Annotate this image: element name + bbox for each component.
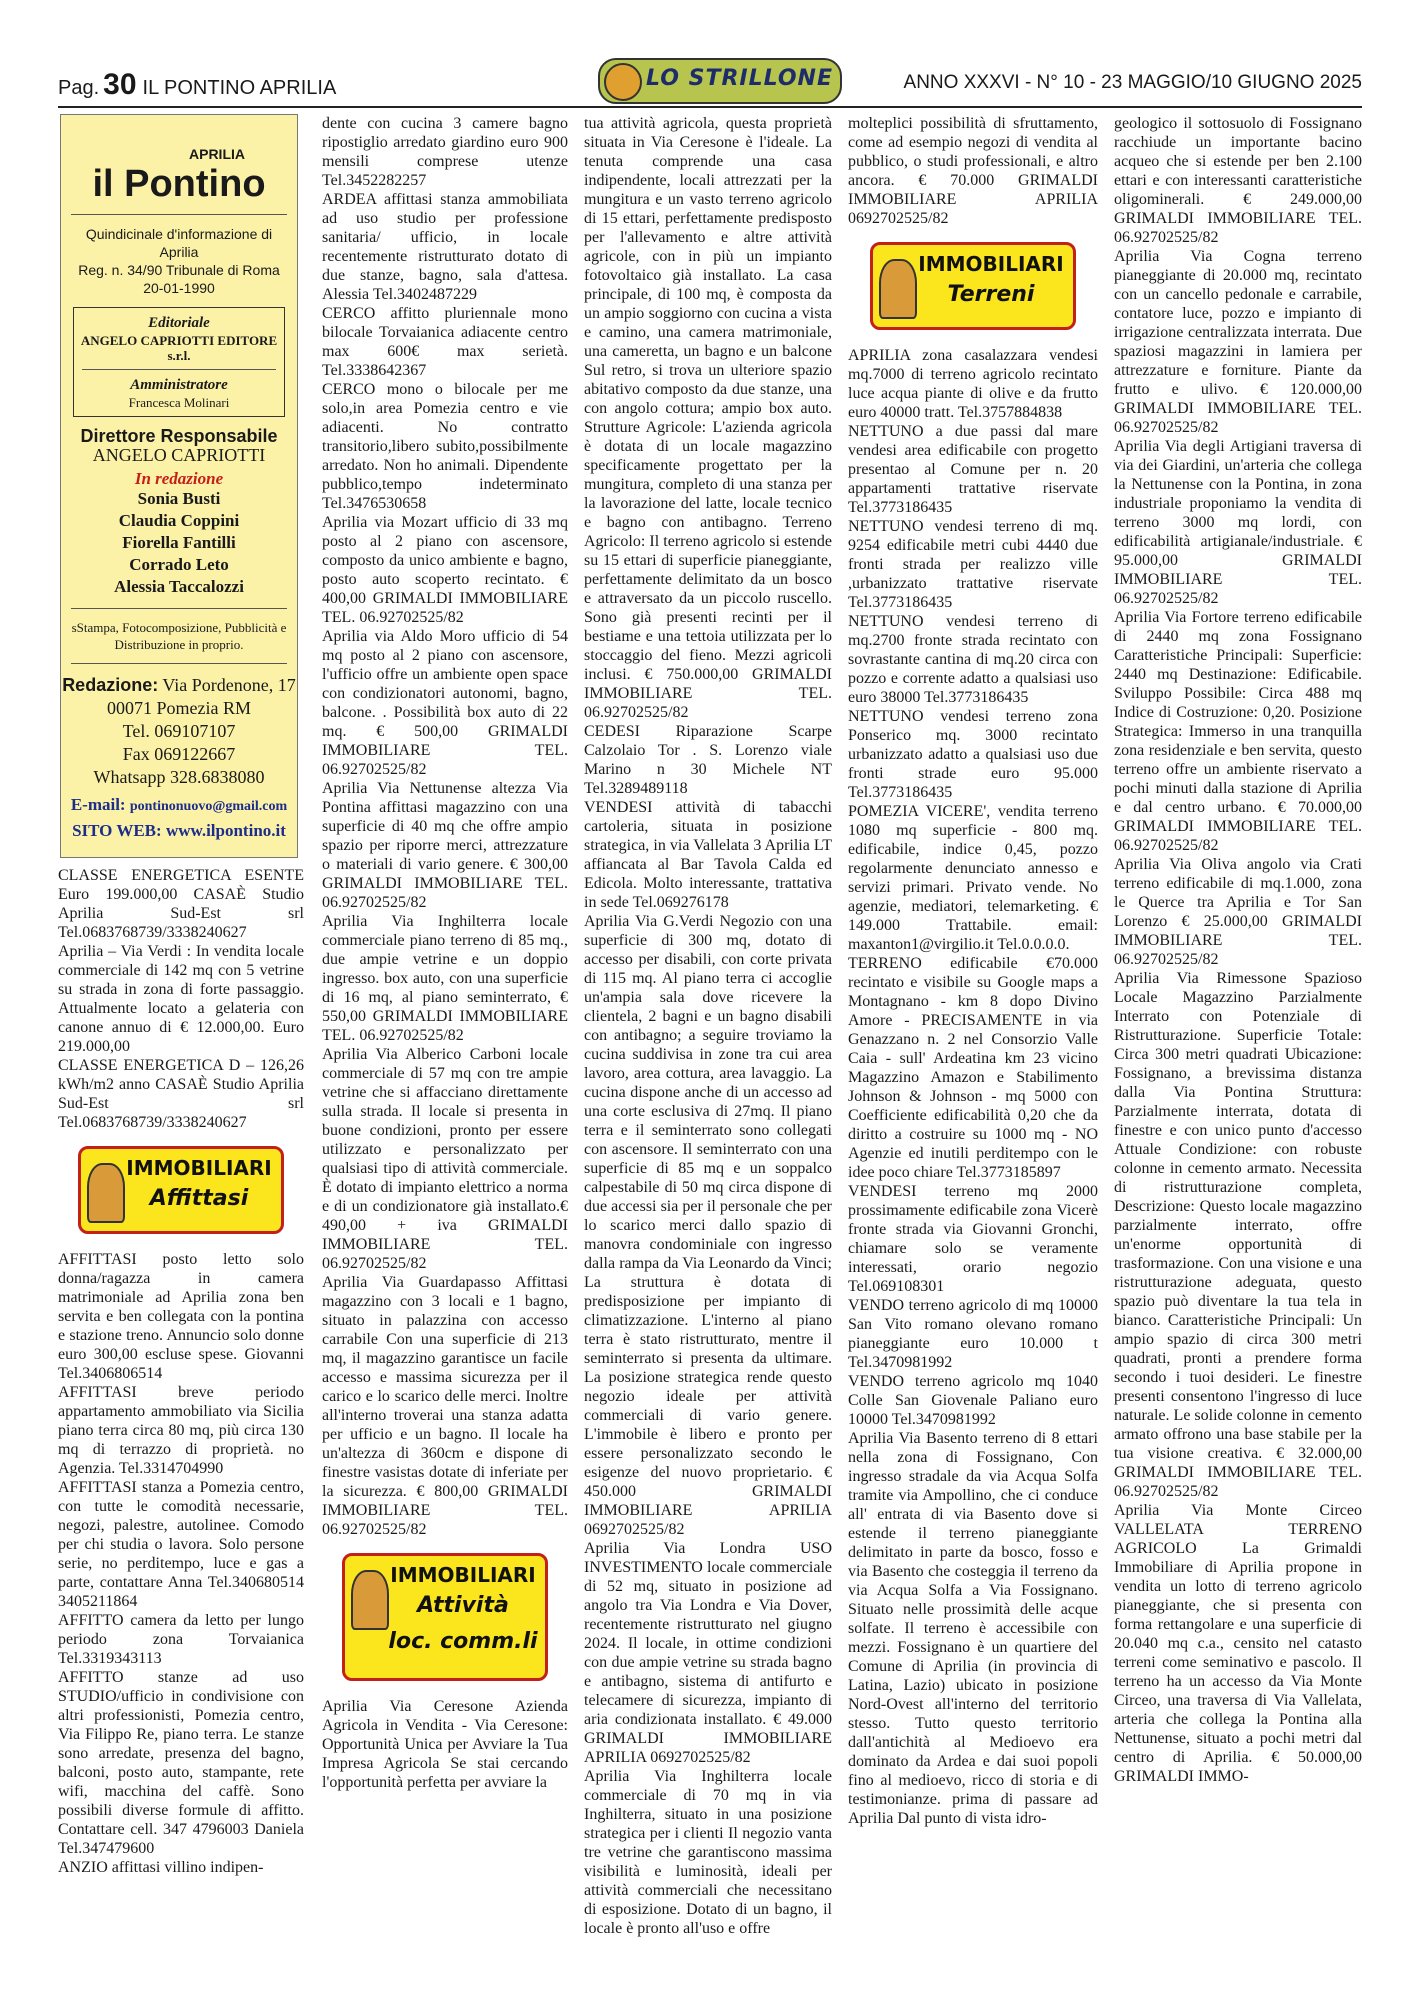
mascot-icon <box>351 1570 389 1630</box>
masthead-title: il Pontino <box>92 163 266 205</box>
masthead-divider <box>71 214 287 215</box>
office-fax: Fax 069122667 <box>122 744 236 764</box>
classified-ad: tua attività agricola, questa proprietà situata in Via Ceresone è l'ideale. La tenuta comprende una casa indipendente, locali attrezzati per la mungitura e un vasto terreno agricolo di 15 ettari, perfettamente predisposto per l'allevamento e altre attività agricole, con in più un impianto fotovoltaico già installato. La casa principale, di 100 mq, è composta da un ampio soggiorno con cucina a vista e camino, una camera matrimoniale, una cameretta, un bagno e un balcone Sul retro, si trova un ulteriore spazio abitativo composto da due stanze, una con angolo cottura; ampio box auto. Strutture Agricole: L'azienda agricola è dotata di un locale magazzino specificamente progettato per la mungitura, completo di una stanza per la lavorazione del latte, locale tecnico e bagno con antibagno. Terreno Agricolo: Il terreno agricolo si estende su 15 ettari di superficie pianeggiante, perfettamente delimitato da un bosco e attraversato da un piccolo ruscello. Sono già presenti recinti per il bestiame e una tettoia utilizzata per lo stoccaggio del fieno. Mezzi agricoli inclusi. € 750.000,00 GRIMALDI IMMOBILIARE TEL. 06.92702525/82 <box>584 115 832 721</box>
classified-ad: Aprilia Via Cogna terreno pianeggiante di 20.000 mq, recintato con un cancello pedonale e carrabile, contatore luce, pozzo e impianto di irrigazione centralizzata interrata. Due spaziosi magazzini in lamiera per attrezzature e forniture. Piante da frutto e ulivo. € 120.000,00 GRIMALDI IMMOBILIARE TEL. 06.92702525/82 <box>1114 248 1362 436</box>
contact-web-block <box>61 793 297 843</box>
staff-divider <box>71 608 287 609</box>
classified-ad: Aprilia Via G.Verdi Negozio con una superficie di 300 mq, dotato di accesso per disabili, con corte privata di 115 mq. Al piano terra ci accoglie un'ampia sala dove ricevere la clientela, 2 bagni e un bagno disabili con antibagno; a seguire troviamo la cucina suddivisa in zone tra cui area lavoro, area cottura, area lavaggio. La cucina dispone anche di un accesso ad una corte esclusiva di 27mq. Il piano terra e il seminterrato sono collegati con ascensore. Il seminterrato con una superficie di 85 mq e un soppalco calpestabile di 50 mq circa dispone di due accessi sia per il personale che per lo scarico merci dallo spazio di manovra condominiale con ingresso dalla rampa da Via Leonardo da Vinci; La struttura è dotata di predisposizione per impianto di climatizzazione. L'interno al piano terra è stato ristrutturato, mentre il seminterrato si presenta da ultimare. La posizione strategica rende questo negozio ideale per attività commerciali di vario genere. L'immobile è libero e pronto per essere personalizzato secondo le esigenze del nuovo proprietario. € 450.000 GRIMALDI IMMOBILIARE APRILIA 0692702525/82 <box>584 913 832 1538</box>
classified-ad: ARDEA affittasi stanza ammobiliata ad uso studio per professione sanitaria/ ufficio, in locale recentemente ristrutturato dotato di due stanze, bagno, sala d'attesa. Alessia Tel.3402487229 <box>322 191 568 303</box>
classified-ad: molteplici possibilità di sfruttamento, come ad esempio negozi di vendita al pubblico, o studi professionali, e altro ancora. € 70.000 GRIMALDI IMMOBILIARE APRILIA 0692702525/82 <box>848 115 1098 227</box>
classified-ad: APRILIA zona casalazzara vendesi mq.7000 di terreno agricolo recintato luce acqua piante di olive e da frutto euro 40000 tratt. Tel.3757884838 <box>848 347 1098 421</box>
classified-ad: Aprilia Via degli Artigiani traversa di via dei Giardini, un'arteria che collega la Nettunense con la Pontina, in zona industriale proponiamo la vendita di terreno 3000 mq lordi, con edificabilità artigianale/industriale. € 95.000,00 GRIMALDI IMMOBILIARE TEL. 06.92702525/82 <box>1114 438 1362 607</box>
classified-ad: CLASSE ENERGETICA D – 126,26 kWh/m2 anno CASAÈ Studio Aprilia Sud-Est srl Tel.0683768739/3338240627 <box>58 1057 304 1131</box>
page-header <box>58 58 1362 104</box>
web-label: SITO WEB: <box>72 821 162 840</box>
classified-ad: Aprilia Via Rimessone Spazioso Locale Magazzino Parzialmente Interrato con Potenziale di Ristrutturazione. Superficie Totale: Circa 300 metri quadrati Ubicazione: Fossignano, a brevissima distanza dalla Via Pontina Struttura: Parzialmente interrata, dotata di finestre e con unico punto d'accesso Attuale Condizione: con robuste colonne in cemento armato. Necessita di ristrutturazione completa, Descrizione: Questo locale magazzino parzialmente interrato, offre un'enorme opportunità di trasformazione. Con una visione e una ristrutturazione adeguata, questo spazio può diventare la tua tela in bianco. Caratteristiche Principali: Un ampio spazio di circa 300 metri quadrati, pronti a prendere forma secondo i tuoi desideri. Le finestre presenti consentono l'ingresso di luce naturale. Le solide colonne in cemento armato offrono una base stabile per la tua visione creativa. € 32.000,00 GRIMALDI IMMOBILIARE TEL. 06.92702525/82 <box>1114 970 1362 1500</box>
classified-ad: ANZIO affittasi villino indipen- <box>58 1859 264 1876</box>
admin-label: Amministratore <box>130 377 228 393</box>
page-info <box>58 68 336 102</box>
banner-immobiliari-attivita <box>342 1553 548 1681</box>
classified-ad: Aprilia Via Ceresone Azienda Agricola in Vendita - Via Ceresone: Opportunità Unica per Avviare la Tua Impresa Agricola Se stai cercando l'opportunità perfetta per avviare la <box>322 1698 568 1791</box>
web-address[interactable]: www.ilpontino.it <box>165 821 286 840</box>
banner-immobiliari-affittasi <box>78 1146 284 1234</box>
classified-ad: dente con cucina 3 camere bagno ripostiglio arredato giardino euro 900 mensili comprese utenze Tel.3452282257 <box>322 115 568 189</box>
masthead-subtitle: Quindicinale d'informazione di Aprilia <box>85 226 273 260</box>
classified-ad: Aprilia Via Nettunense altezza Via Pontina affittasi magazzino con una superficie di 40 mq che offre ampio spazio per riporre merci, attrezzature o materiali di vario genere. € 300,00 GRIMALDI IMMOBILIARE TEL. 06.92702525/82 <box>322 780 568 911</box>
classified-ad: AFFITTO camera da letto per lungo periodo zona Torvaianica Tel.3319343113 <box>58 1612 304 1667</box>
classified-ad: CERCO mono o bilocale per me solo,in area Pomezia centro e vie adiacenti. No contratto transitorio,libero subito,possibilmente arredato. Non ho animali. Dipendente pubblico,tempo indeterminato Tel.3476530658 <box>322 381 568 512</box>
issue-info: ANNO XXXVI - N° 10 - 23 MAGGIO/10 GIUGNO 2025 <box>903 72 1362 93</box>
masthead-reg-date: 20-01-1990 <box>143 280 215 296</box>
director-name: ANGELO CAPRIOTTI <box>92 445 266 465</box>
classified-ad: geologico il sottosuolo di Fossignano racchiude un importante bacino acqueo che si estende per ben 2.100 ettari e con interessanti caratteristiche oligominerali. € 249.000,00 GRIMALDI IMMOBILIARE TEL. 06.92702525/82 <box>1114 115 1362 246</box>
office-label: Redazione: <box>62 675 159 695</box>
office-tel: Tel. 069107107 <box>122 721 236 741</box>
classified-ad: Aprilia Via Inghilterra locale commerciale di 70 mq in via Inghilterra, situato in una posizione strategica per i clienti Il negozio vanta tre vetrine che garantiscono massima visibilità e luminosità, ideali per attività commerciali che necessitano di esposizione. Dotato di un bagno, il locale è pronto all'uso e offre <box>584 1768 832 1937</box>
staff-member: Fiorella Fantilli <box>122 533 236 552</box>
classified-ad: Aprilia – Via Verdi : In vendita locale commerciale di 142 mq con 5 vetrine su strada in zona di forte passaggio. Attualmente locato a gelateria con canone annuo di € 12.000,00. Euro 219.000,00 <box>58 943 304 1055</box>
column-3 <box>584 114 832 1990</box>
mascot-icon <box>87 1163 125 1223</box>
staff-member: Corrado Leto <box>129 555 229 574</box>
office-address-block <box>61 674 297 789</box>
masthead <box>60 114 298 858</box>
classified-ad: CEDESI Riparazione Scarpe Calzolaio Tor . S. Lorenzo viale Marino n 30 Michele NT Tel.3289489118 <box>584 723 832 797</box>
masthead-city: APRILIA <box>189 146 245 162</box>
classified-ad: VENDO terreno agricolo di mq 10000 San Vito romano olevano romano pianeggiante euro 10.000 t Tel.3470981992 <box>848 1297 1098 1371</box>
logo-text: LO STRILLONE <box>646 66 833 91</box>
classified-ad: NETTUNO vendesi terreno zona Ponserico mq. 3000 recintato urbanizzato adatto a qualsiasi uso due fronti strade euro 95.000 Tel.3773186435 <box>848 708 1098 801</box>
banner-line2: Attività <box>417 1593 509 1618</box>
banner-line2: Affittasi <box>149 1186 249 1211</box>
banner-line1: IMMOBILIARI <box>918 252 1064 276</box>
editor-divider <box>82 369 276 370</box>
page-label: Pag. <box>58 77 100 99</box>
classified-ad: VENDESI terreno mq 2000 prossimamente edificabile zona Vicerè fronte strada via Giovanni Gronchi, chiamare solo se veramente interessati, orario negozio Tel.069108301 <box>848 1183 1098 1295</box>
classified-ad: NETTUNO vendesi terreno di mq.2700 fronte strada recintato con sovrastante cantina di mq.20 circa con pozzo e corrente adatto a qualsiasi uso euro 38000 Tel.3773186435 <box>848 613 1098 706</box>
classified-ad: Aprilia Via Oliva angolo via Crati terreno edificabile di mq.1.000, zona le Querce tra Aprilia e Tor San Lorenzo € 25.000,00 GRIMALDI IMMOBILIARE TEL. 06.92702525/82 <box>1114 856 1362 968</box>
classified-ad: NETTUNO vendesi terreno di mq. 9254 edificabile metri cubi 4440 due fronti strada per realizzo ville ,urbanizzato trattative riservate Tel.3773186435 <box>848 518 1098 611</box>
classified-ad: AFFITTASI breve periodo appartamento ammobiliato via Sicilia piano terra circa 80 mq, più circa 130 mq di terrazzo di proprietà. no Agenzia. Tel.3314704990 <box>58 1384 304 1477</box>
classified-ad: TERRENO edificabile €70.000 recintato e visibile su Google maps a Montagnano - km 8 dopo Divino Amore - PRECISAMENTE in via Genazzano n. 2 nel Consorzio Valle Caia - sull' Ardeatina km 23 vicino Magazzino Amazon e Stabilimento Johnson & Johnson - mq 5000 con Coefficiente edificabilità 0,20 che da diritto a costruire su 1000 mq - NO Agenzie ed inutili perditempo con le idee poco chiare Tel.3773185897 <box>848 955 1098 1181</box>
staff-member: Claudia Coppini <box>118 511 240 530</box>
classified-ad: Aprilia Via Fortore terreno edificabile di 2440 mq zona Fossignano Caratteristiche Principali: Superficie: 2440 mq Destinazione: Edificabile. Sviluppo Possibile: Circa 488 mq Indice di Costruzione: 0,20. Posizione Strategica: Immerso in una tranquilla zona residenziale e ben servita, questo terreno offre un ambiente riservato a pochi minuti dalla stazione di Aprilia e dal centro urbano. € 70.000,00 GRIMALDI IMMOBILIARE TEL. 06.92702525/82 <box>1114 609 1362 854</box>
staff-label: In redazione <box>134 469 224 488</box>
editor-label: Editoriale <box>148 315 210 331</box>
office-address: Via Pordenone, 17 <box>162 675 296 695</box>
classified-ad: VENDO terreno agricolo mq 1040 Colle San Giovenale Paliano euro 10000 Tel.3470981992 <box>848 1373 1098 1428</box>
mascot-icon <box>604 63 642 101</box>
banner-line2: Terreni <box>947 282 1035 307</box>
classified-ad: AFFITTASI stanza a Pomezia centro, con tutte le comodità necessarie, negozi, palestre, autolinee. Comodo per chi studia o lavora. Solo persone serie, no perditempo, luce e gas a parte, contattare Anna Tel.340680514 3405211864 <box>58 1479 304 1610</box>
banner-line3: loc. comm.li <box>388 1629 538 1654</box>
banner-immobiliari-terreni <box>870 242 1076 330</box>
col1-bottom-ads <box>58 1250 304 1877</box>
paper-name: IL PONTINO APRILIA <box>142 77 337 99</box>
classified-ad: NETTUNO a due passi dal mare vendesi area edificabile con progetto presentao al Comune per n. 20 appartamenti trattative riservate Tel.3773186435 <box>848 423 1098 516</box>
email-label: E-mail: <box>70 795 126 814</box>
page-number: 30 <box>103 68 137 101</box>
mascot-icon <box>879 259 917 319</box>
classified-ad: Aprilia Via Alberico Carboni locale commerciale di 57 mq con tre ampie vetrine che si affacciano direttamente sulla strada. Il locale si presenta in buone condizioni, pronto per essere utilizzato e personalizzato per qualsiasi tipo di attività commerciale. È dotato di impianto elettrico a norma e di un condizionatore già installato.€ 490,00 + iva GRIMALDI IMMOBILIARE TEL. 06.92702525/82 <box>322 1046 568 1272</box>
column-4 <box>848 114 1098 1990</box>
classified-ad: Aprilia Via Inghilterra locale commerciale piano terreno di 85 mq., due ampie vetrine e un doppio ingresso. box auto, con una superficie di 16 mq, al piano seminterrato, € 550,00 GRIMALDI IMMOBILIARE TEL. 06.92702525/82 <box>322 913 568 1044</box>
column-5 <box>1114 114 1362 1990</box>
classified-ad: CERCO affitto pluriennale mono bilocale Torvaianica adiacente centro max 600€ max serietà. Tel.3338642367 <box>322 305 568 379</box>
staff-member: Sonia Busti <box>137 489 221 508</box>
printing-note: sStampa, Fotocomposizione, Pubblicità e Distribuzione in proprio. <box>71 620 287 652</box>
director-label: Direttore Responsabile <box>80 426 278 446</box>
classified-ad: CLASSE ENERGETICA ESENTE Euro 199.000,00 CASAÈ Studio Aprilia Sud-Est srl Tel.0683768739/3338240627 <box>58 867 304 941</box>
office-whatsapp: Whatsapp 328.6838080 <box>93 767 265 787</box>
staff-member: Alessia Taccalozzi <box>114 577 244 596</box>
banner-line1: IMMOBILIARI <box>390 1563 536 1587</box>
classified-ad: Aprilia via Mozart ufficio di 33 mq posto al 2 piano con ascensore, composto da unico ambiente e bagno, posto auto scoperto recintato. € 400,00 GRIMALDI IMMOBILIARE TEL. 06.92702525/82 <box>322 514 568 626</box>
column-1 <box>58 114 304 1990</box>
classified-ad: Aprilia via Aldo Moro ufficio di 54 mq posto al 2 piano con ascensore, l'ufficio offre un ambiente open space con condizionatori autonomi, bagno, balcone. . Possibilità box auto di 22 mq. € 500,00 GRIMALDI IMMOBILIARE TEL. 06.92702525/82 <box>322 628 568 778</box>
admin-name: Francesca Molinari <box>128 395 230 410</box>
classified-ad: AFFITTASI posto letto solo donna/ragazza in camera matrimoniale ad Aprilia zona ben servita e ben collegata con la pontina e stazione treno. Annuncio solo donne euro 300,00 escluse spese. Giovanni Tel.3406806514 <box>58 1251 304 1382</box>
classified-ad: POMEZIA VICERE', vendita terreno 1080 mq superficie - 800 mq. edificabile, indice 0,45, pozzo regolarmente denunciato annesso e servizi primari. Privato vende. No agenzie, mediatori, telemarketing. € 149.000 Trattabile. email: maxanton1@virgilio.it Tel.0.0.0.0. <box>848 803 1098 953</box>
classified-ad: Aprilia Via Guardapasso Affittasi magazzino con 3 locali e 1 bagno, situato in palazzina con accesso carrabile Con una superficie di 213 mq, il magazzino garantisce un facile accesso e massima sicurezza per il carico e lo scarico delle merci. Inoltre all'interno troverai una stanza adatta per ufficio e un bagno. Il locale ha un'altezza di 360cm e dispone di finestre vasistas dotate di inferiate per la sicurezza. € 800,00 GRIMALDI IMMOBILIARE TEL. 06.92702525/82 <box>322 1274 568 1538</box>
classified-ad: AFFITTO stanze ad uso STUDIO/ufficio in condivisione con altri professionisti, Pomezia centro, Via Filippo Re, piano terra. Le stanze sono arredate, presenza del bagno, balconi, posto auto, stampante, rete wifi, macchina del caffè. Sono possibili diverse formule di affitto. Contattare cell. 347 4796003 Daniela Tel.347479600 <box>58 1669 304 1857</box>
banner-line1: IMMOBILIARI <box>126 1156 272 1180</box>
classified-ad: VENDESI attività di tabacchi cartoleria, situata in posizione strategica, in via Vallelata 3 Aprilia LT affiancata al Bar Tavola Calda ed Edicola. Molto interessante, trattativa in sede Tel.069276178 <box>584 799 832 911</box>
editor-box <box>73 307 285 417</box>
header-rule <box>58 106 1362 108</box>
office-city: 00071 Pomezia RM <box>107 698 251 718</box>
email-address[interactable]: pontinonuovo@gmail.com <box>129 799 288 814</box>
editor-name: ANGELO CAPRIOTTI EDITORE s.r.l. <box>80 333 278 363</box>
staff-list <box>61 488 297 598</box>
column-2 <box>322 114 568 1990</box>
col1-top-ads <box>58 866 304 1132</box>
printing-divider <box>71 663 287 664</box>
classified-ad: Aprilia Via Monte Circeo VALLELATA TERRENO AGRICOLO La Grimaldi Immobiliare di Aprilia propone in vendita un lotto di terreno agricolo pianeggiante, che si presenta con forma rettangolare e una superficie di 20.040 mq c.a., censito nel catasto terreni come seminativo e pascolo. Il terreno ha un accesso da Via Monte Circeo, una traversa di Via Vallelata, arteria che collega la Pontina alla Nettunense, situato a pochi metri dal centro di Aprilia. € 50.000,00 GRIMALDI IMMO- <box>1114 1502 1362 1785</box>
strillone-logo <box>598 58 842 104</box>
classified-ad: Aprilia Via Basento terreno di 8 ettari nella zona di Fossignano, Con ingresso stradale da via Acqua Solfa tramite via Ampollino, che ci conduce all' entrata di via Basento dove si estende il terreno pianeggiante delimitato in parte da bosco, fosso e via Basento che costeggia il terreno da via Acqua Solfa a Via Fossignano. Situato nelle prossimità delle acque solfate. Il terreno è accessibile con mezzi. Fossignano è un quartiere del Comune di Aprilia (in provincia di Latina, Lazio) ubicato in posizione Nord-Ovest all'interno del territorio stesso. Tutto questo territorio dall'antichità al Medioevo era dominato da Ardea e dai suoi popoli fino al medioevo, ricco di storia e di testimonianze. prima di passare ad Aprilia Dal punto di vista idro- <box>848 1430 1098 1827</box>
masthead-registration: Reg. n. 34/90 Tribunale di Roma <box>78 262 280 278</box>
classified-ad: Aprilia Via Londra USO INVESTIMENTO locale commerciale di 52 mq, situato in posizione ad angolo tra Via Londra e Via Dover, recentemente ristrutturato nel giugno 2024. Il locale, in ottime condizioni con due ampie vetrine su strada bagno e antibagno, sistema di antifurto e telecamere di sicurezza, impianto di aria condizionata installato. € 49.000 GRIMALDI IMMOBILIARE APRILIA 0692702525/82 <box>584 1540 832 1766</box>
